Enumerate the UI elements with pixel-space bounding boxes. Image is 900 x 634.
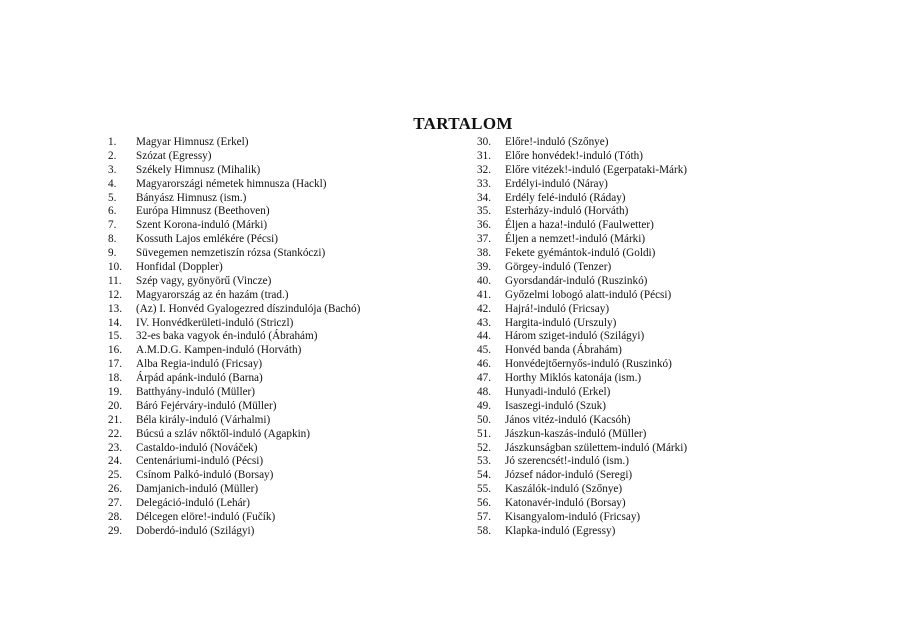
entry-title: Honfidal (Doppler) (136, 261, 223, 274)
entry-title: Süvegemen nemzetiszín rózsa (Stankóczi) (136, 247, 326, 260)
entry-title: Báró Fejérváry-induló (Müller) (136, 399, 277, 412)
entry-number: 48. (477, 386, 491, 399)
entry-title: Gyorsdandár-induló (Ruszinkó) (505, 274, 648, 287)
toc-entry (108, 317, 468, 331)
entry-title: Doberdó-induló (Szilágyi) (136, 524, 255, 537)
toc-entry (477, 400, 837, 414)
entry-number: 46. (477, 358, 491, 371)
entry-title: Jászkunságban születtem-induló (Márki) (505, 441, 688, 454)
toc-entry (477, 219, 837, 233)
entry-title: Előre!-induló (Szőnye) (505, 136, 609, 148)
entry-title: IV. Honvédkerületi-induló (Striczl) (136, 316, 294, 329)
entry-number: 56. (477, 497, 491, 510)
entry-number: 10. (108, 261, 122, 274)
toc-entry (477, 330, 837, 344)
toc-entry (477, 233, 837, 247)
entry-title: Damjanich-induló (Müller) (136, 483, 259, 496)
entry-number: 43. (477, 316, 491, 329)
entry-number: 14. (108, 316, 122, 329)
entry-title: Castaldo-induló (Nováček) (136, 441, 258, 454)
entry-number: 9. (108, 247, 117, 260)
entry-title: Előre honvédek!-induló (Tóth) (505, 149, 643, 162)
toc-entry (108, 497, 468, 511)
entry-title: Klapka-induló (Egressy) (505, 524, 616, 537)
entry-title: Előre vitézek!-induló (Egerpataki-Márk) (505, 163, 688, 176)
entry-number: 2. (108, 149, 117, 162)
toc-entry (108, 219, 468, 233)
toc-entry (477, 303, 837, 317)
entry-title: Fekete gyémántok-induló (Goldi) (505, 247, 656, 260)
toc-entry (108, 428, 468, 442)
entry-number: 49. (477, 399, 491, 412)
toc-entry (108, 469, 468, 483)
toc-entry (477, 205, 837, 219)
toc-entry (477, 247, 837, 261)
toc-entry (477, 414, 837, 428)
toc-entry (108, 247, 468, 261)
entry-title: Horthy Miklós katonája (ism.) (505, 372, 642, 385)
toc-entry (477, 511, 837, 525)
toc-entry (108, 303, 468, 317)
toc-entry (108, 344, 468, 358)
entry-title: Erdélyi-induló (Náray) (505, 177, 608, 190)
toc-entry (477, 525, 837, 539)
entry-number: 33. (477, 177, 491, 190)
entry-title: Jászkun-kaszás-induló (Müller) (505, 427, 647, 440)
toc-entry (108, 164, 468, 178)
toc-entry (108, 192, 468, 206)
entry-number: 40. (477, 274, 491, 287)
toc-entry (108, 289, 468, 303)
entry-number: 41. (477, 288, 491, 301)
toc-entry (477, 497, 837, 511)
entry-number: 36. (477, 219, 491, 232)
toc-entry (477, 317, 837, 331)
toc-entry (108, 178, 468, 192)
toc-entry (477, 136, 837, 150)
toc-entry (108, 483, 468, 497)
entry-number: 45. (477, 344, 491, 357)
entry-title: János vitéz-induló (Kacsóh) (505, 413, 631, 426)
entry-title: Hunyadi-induló (Erkel) (505, 386, 611, 399)
entry-number: 27. (108, 497, 122, 510)
entry-number: 47. (477, 372, 491, 385)
toc-entry (108, 261, 468, 275)
entry-title: Árpád apánk-induló (Barna) (136, 372, 263, 385)
entry-number: 35. (477, 205, 491, 218)
entry-title: Jó szerencsét!-induló (ism.) (505, 455, 629, 468)
toc-entry (108, 330, 468, 344)
entry-number: 53. (477, 455, 491, 468)
entry-title: Győzelmi lobogó alatt-induló (Pécsi) (505, 288, 672, 301)
entry-title: A.M.D.G. Kampen-induló (Horváth) (136, 344, 302, 357)
entry-title: Székely Himnusz (Mihalik) (136, 163, 261, 176)
entry-number: 22. (108, 427, 122, 440)
toc-entry (108, 233, 468, 247)
toc-entry (477, 372, 837, 386)
entry-number: 17. (108, 358, 122, 371)
entry-number: 25. (108, 469, 122, 482)
entry-title: Honvédejtőernyős-induló (Ruszinkó) (505, 358, 672, 371)
toc-entry (477, 455, 837, 469)
toc-entry (108, 372, 468, 386)
toc-entry (108, 442, 468, 456)
entry-title: József nádor-induló (Seregi) (505, 469, 633, 482)
entry-title: Alba Regia-induló (Fricsay) (136, 358, 263, 371)
toc-entry (108, 455, 468, 469)
entry-number: 51. (477, 427, 491, 440)
entry-title: Bányász Himnusz (ism.) (136, 191, 247, 204)
entry-title: Béla király-induló (Várhalmi) (136, 413, 271, 426)
entry-number: 24. (108, 455, 122, 468)
entry-number: 34. (477, 191, 491, 204)
toc-entry (108, 358, 468, 372)
entry-title: Magyar Himnusz (Erkel) (136, 136, 249, 148)
toc-entry (477, 483, 837, 497)
toc-entry (477, 150, 837, 164)
entry-title: Kaszálók-induló (Szőnye) (505, 483, 623, 496)
entry-title: Kossuth Lajos emlékére (Pécsi) (136, 233, 278, 246)
entry-title: Szép vagy, gyönyörű (Vincze) (136, 274, 272, 287)
entry-number: 37. (477, 233, 491, 246)
entry-title: Szózat (Egressy) (136, 149, 212, 162)
entry-number: 58. (477, 524, 491, 537)
entry-number: 44. (477, 330, 491, 343)
entry-number: 52. (477, 441, 491, 454)
toc-entry (477, 178, 837, 192)
entry-number: 11. (108, 274, 122, 287)
entry-title: Honvéd banda (Ábrahám) (505, 344, 622, 357)
entry-number: 21. (108, 413, 122, 426)
entry-title: Kisangyalom-induló (Fricsay) (505, 511, 641, 524)
entry-number: 5. (108, 191, 117, 204)
toc-entry (108, 205, 468, 219)
entry-number: 29. (108, 524, 122, 537)
entry-number: 28. (108, 511, 122, 524)
toc-entry (477, 428, 837, 442)
entry-number: 30. (477, 136, 491, 148)
entry-title: Éljen a nemzet!-induló (Márki) (505, 233, 646, 246)
entry-title: Hargita-induló (Urszuly) (505, 316, 617, 329)
toc-entry (108, 150, 468, 164)
entry-number: 15. (108, 330, 122, 343)
entry-title: Görgey-induló (Tenzer) (505, 261, 612, 274)
toc-entry (108, 386, 468, 400)
entry-title: 32-es baka vagyok én-induló (Ábrahám) (136, 330, 318, 343)
entry-title: Csínom Palkó-induló (Borsay) (136, 469, 274, 482)
entry-title: Esterházy-induló (Horváth) (505, 205, 629, 218)
entry-title: Isaszegi-induló (Szuk) (505, 399, 606, 412)
entry-number: 31. (477, 149, 491, 162)
entry-number: 7. (108, 219, 117, 232)
entry-number: 1. (108, 136, 117, 148)
entry-number: 50. (477, 413, 491, 426)
toc-left-column (108, 136, 468, 539)
entry-number: 23. (108, 441, 122, 454)
entry-title: Erdély felé-induló (Ráday) (505, 191, 626, 204)
entry-number: 32. (477, 163, 491, 176)
entry-number: 16. (108, 344, 122, 357)
entry-number: 20. (108, 399, 122, 412)
entry-number: 3. (108, 163, 117, 176)
entry-title: Hajrá!-induló (Fricsay) (505, 302, 610, 315)
toc-entry (108, 525, 468, 539)
entry-title: Délcegen elöre!-induló (Fučík) (136, 511, 276, 524)
toc-entry (477, 344, 837, 358)
entry-number: 13. (108, 302, 122, 315)
toc-right-column (477, 136, 837, 539)
entry-title: Szent Korona-induló (Márki) (136, 219, 268, 232)
entry-number: 42. (477, 302, 491, 315)
entry-number: 4. (108, 177, 117, 190)
entry-title: Búcsú a szláv nőktől-induló (Agapkin) (136, 427, 310, 440)
entry-number: 39. (477, 261, 491, 274)
entry-number: 8. (108, 233, 117, 246)
entry-title: Magyarország az én hazám (trad.) (136, 288, 289, 301)
entry-number: 38. (477, 247, 491, 260)
toc-entry (477, 469, 837, 483)
toc-entry (108, 136, 468, 150)
entry-title: (Az) I. Honvéd Gyalogezred díszindulója (Bachó) (136, 302, 361, 315)
page-title: TARTALOM (413, 114, 513, 134)
toc-entry (477, 386, 837, 400)
entry-number: 57. (477, 511, 491, 524)
entry-number: 19. (108, 386, 122, 399)
entry-title: Három sziget-induló (Szilágyi) (505, 330, 645, 343)
entry-number: 55. (477, 483, 491, 496)
toc-entry (108, 275, 468, 289)
toc-entry (477, 442, 837, 456)
entry-title: Katonavér-induló (Borsay) (505, 497, 626, 510)
toc-entry (477, 289, 837, 303)
toc-entry (108, 511, 468, 525)
toc-entry (108, 400, 468, 414)
entry-number: 26. (108, 483, 122, 496)
toc-entry (477, 164, 837, 178)
entry-number: 18. (108, 372, 122, 385)
entry-title: Delegáció-induló (Lehár) (136, 497, 250, 510)
entry-number: 12. (108, 288, 122, 301)
entry-title: Centenáriumi-induló (Pécsi) (136, 455, 264, 468)
entry-title: Európa Himnusz (Beethoven) (136, 205, 270, 218)
toc-entry (477, 275, 837, 289)
toc-entry (477, 192, 837, 206)
toc-entry (108, 414, 468, 428)
entry-title: Éljen a haza!-induló (Faulwetter) (505, 219, 654, 232)
entry-number: 6. (108, 205, 117, 218)
entry-number: 54. (477, 469, 491, 482)
toc-entry (477, 358, 837, 372)
toc-entry (477, 261, 837, 275)
entry-title: Batthyány-induló (Müller) (136, 386, 255, 399)
entry-title: Magyarországi németek himnusza (Hackl) (136, 177, 327, 190)
